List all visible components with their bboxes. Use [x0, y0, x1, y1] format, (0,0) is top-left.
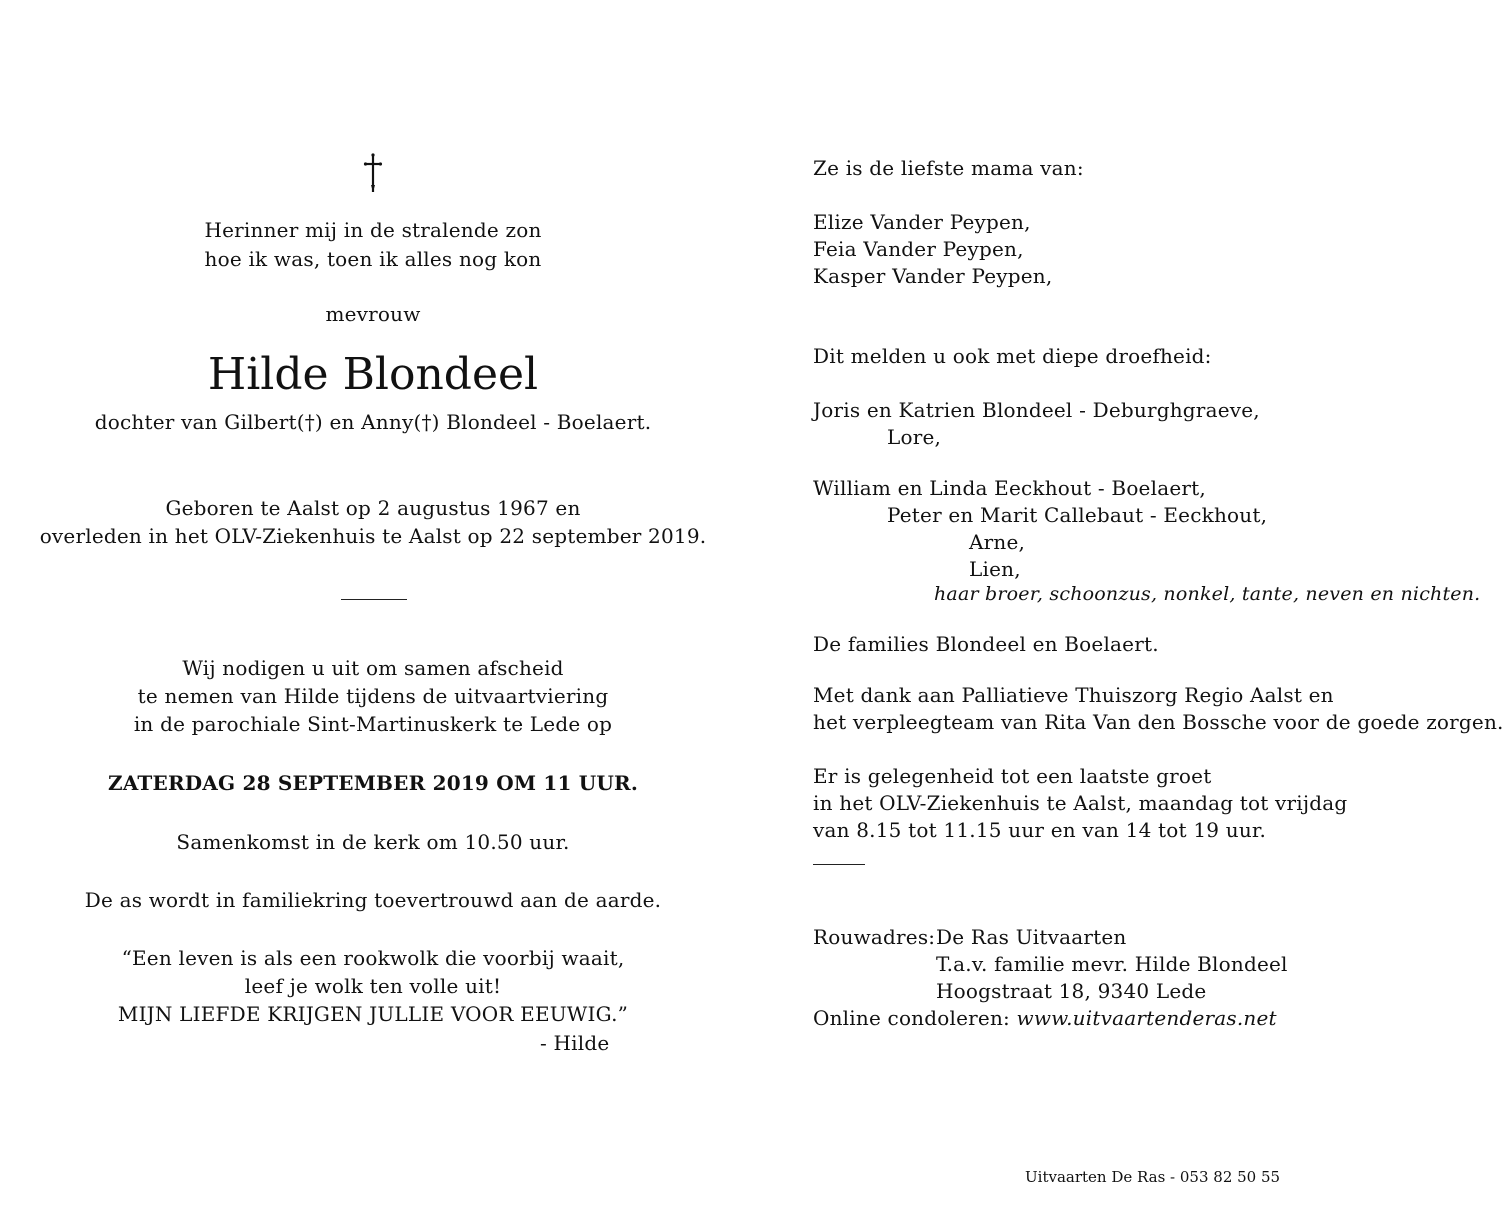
child-1: Elize Vander Peypen, — [813, 210, 1031, 234]
divider-left — [341, 599, 407, 600]
address-label: Rouwadres: — [813, 925, 936, 949]
birth-line: Geboren te Aalst op 2 augustus 1967 en — [165, 496, 581, 520]
child-2: Feia Vander Peypen, — [813, 237, 1024, 261]
thanks-line-1: Met dank aan Palliatieve Thuiszorg Regio Aalst en — [813, 683, 1334, 707]
quote-line-2: leef je wolk ten volle uit! — [244, 974, 502, 998]
gathering-line: Samenkomst in de kerk om 10.50 uur. — [176, 830, 570, 854]
death-line: overleden in het OLV-Ziekenhuis te Aalst op 22 september 2019. — [39, 524, 707, 548]
quote-author: - Hilde — [540, 1031, 610, 1055]
deceased-name: Hilde Blondeel — [207, 349, 539, 400]
address-line-3: Hoogstraat 18, 9340 Lede — [936, 979, 1207, 1003]
ashes-line: De as wordt in familiekring toevertrouwd aan de aarde. — [84, 888, 662, 912]
invitation-line-1: Wij nodigen u uit om samen afscheid — [182, 656, 564, 680]
family-line-4: Peter en Marit Callebaut - Eeckhout, — [887, 503, 1268, 527]
latin-cross-icon — [363, 153, 383, 193]
thanks-line-2: het verpleegteam van Rita Van den Bossche voor de goede zorgen. — [813, 710, 1504, 734]
also-announce-heading: Dit melden u ook met diepe droefheid: — [813, 344, 1212, 368]
online-label: Online condoleren: — [813, 1006, 1010, 1030]
invitation-line-3: in de parochiale Sint-Martinuskerk te Lede op — [133, 712, 613, 736]
invitation-line-2: te nemen van Hilde tijdens de uitvaartviering — [137, 684, 609, 708]
online-condolence — [813, 1006, 1277, 1030]
parents-line: dochter van Gilbert(†) en Anny(†) Blondeel - Boelaert. — [94, 410, 652, 434]
verse-line-2: hoe ik was, toen ik alles nog kon — [204, 247, 542, 271]
mama-of-heading: Ze is de liefste mama van: — [813, 156, 1084, 180]
service-date-time: ZATERDAG 28 SEPTEMBER 2019 OM 11 UUR. — [107, 771, 639, 795]
family-line-3: William en Linda Eeckhout - Boelaert, — [813, 476, 1206, 500]
visitation-line-1: Er is gelegenheid tot een laatste groet — [813, 764, 1212, 788]
family-line-1: Joris en Katrien Blondeel - Deburghgraeve, — [813, 398, 1260, 422]
visitation-line-3: van 8.15 tot 11.15 uur en van 14 tot 19 uur. — [813, 818, 1267, 842]
families-line: De families Blondeel en Boelaert. — [813, 632, 1159, 656]
divider-right — [813, 864, 865, 865]
family-line-2: Lore, — [887, 425, 942, 449]
child-3: Kasper Vander Peypen, — [813, 264, 1053, 288]
visitation-line-2: in het OLV-Ziekenhuis te Aalst, maandag tot vrijdag — [813, 791, 1348, 815]
verse-line-1: Herinner mij in de stralende zon — [204, 218, 542, 242]
family-line-7: haar broer, schoonzus, nonkel, tante, neven en nichten. — [934, 583, 1481, 605]
quote-line-3: MIJN LIEFDE KRIJGEN JULLIE VOOR EEUWIG.” — [117, 1002, 629, 1026]
footer-credit: Uitvaarten De Ras - 053 82 50 55 — [1025, 1168, 1281, 1186]
title-mevrouw: mevrouw — [325, 302, 421, 326]
family-line-6: Lien, — [969, 557, 1021, 581]
address-line-2: T.a.v. familie mevr. Hilde Blondeel — [936, 952, 1288, 976]
address-line-1: De Ras Uitvaarten — [936, 925, 1127, 949]
quote-line-1: “Een leven is als een rookwolk die voorbij waait, — [121, 946, 625, 970]
family-line-5: Arne, — [969, 530, 1026, 554]
online-url[interactable]: www.uitvaartenderas.net — [1016, 1006, 1277, 1030]
